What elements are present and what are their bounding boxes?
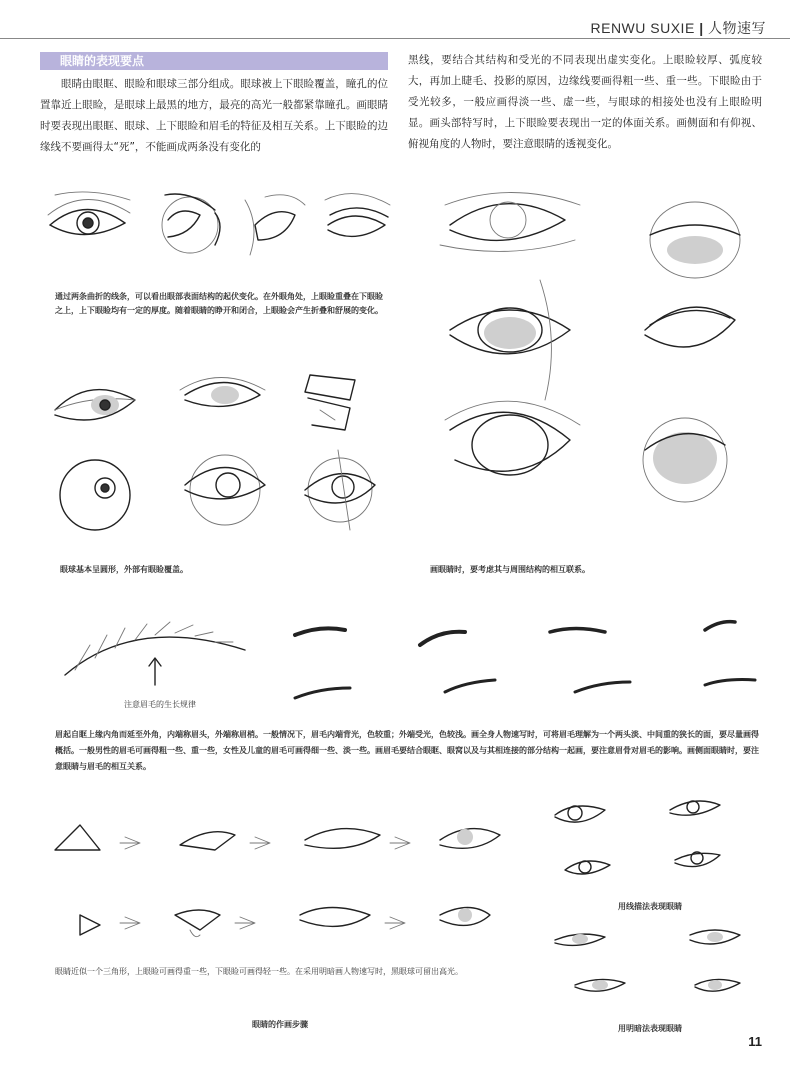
eyeball-sketches	[50, 370, 390, 540]
shaded-eye-2	[180, 378, 265, 407]
caption-eyelid: 通过两条曲折的线条，可以看出眼部表面结构的起伏变化。在外眼角处，上眼睑重叠在下眼睑之上，上下眼睑均有一定的厚度。随着眼睛的睁开和闭合，上眼睑会产生折叠和舒展的变化。	[55, 292, 383, 315]
shaded-eye-1	[55, 390, 135, 420]
header-separator: |	[699, 20, 704, 36]
socket-sphere-lower	[643, 418, 727, 502]
page-number: 11	[748, 1034, 762, 1049]
brow-samples	[295, 622, 755, 698]
closed-eye-upper	[650, 202, 740, 278]
eyebrow-sketches	[55, 600, 765, 710]
eyelid-sketches	[40, 185, 400, 265]
front-eye-sketch	[48, 192, 130, 235]
drawing-steps	[50, 815, 530, 965]
header-rule	[0, 38, 790, 39]
eyeball-with-lid	[185, 455, 265, 525]
shade-method-sketches	[545, 925, 765, 1015]
step-row-2	[80, 908, 490, 937]
book-title-cn: 人物速写	[708, 20, 766, 36]
growth-arrow	[149, 658, 161, 685]
eyeball-construct	[305, 450, 375, 530]
socket-eye-lower	[445, 401, 580, 475]
open-eye-middle	[450, 280, 570, 400]
line-method-sketches	[545, 795, 765, 895]
eyeball-side-sketch	[162, 194, 220, 253]
step-row-1	[55, 825, 500, 850]
caption-steps: 眼睛的作画步骤	[252, 1020, 308, 1029]
caption-surround: 画眼睛时，要考虑其与周围结构的相互联系。	[430, 565, 590, 574]
caption-eyeball: 眼球基本呈圆形，外部有眼睑覆盖。	[60, 565, 188, 574]
closed-eye-middle	[645, 307, 735, 347]
book-title: RENWU SUXIE	[590, 20, 695, 36]
eyelid-block-sketch	[305, 375, 355, 430]
three-quarter-eye-sketch	[325, 194, 390, 237]
eyeball-circle	[60, 460, 130, 530]
caption-line-method: 用线描法表现眼睛	[618, 902, 682, 911]
surround-sketches	[430, 190, 760, 520]
section-title: 眼睛的表现要点	[40, 52, 388, 70]
running-header	[591, 18, 767, 38]
caption-triangle: 眼睛近似一个三角形，上眼睑可画得重一些，下眼睑可画得轻一些。在采用明暗画人物速写时，黑眼球可留出高光。	[55, 967, 463, 976]
profile-eye-sketch	[245, 195, 305, 255]
caption-brow-growth: 注意眉毛的生长规律	[124, 700, 196, 709]
caption-shade-method: 用明暗法表现眼睛	[618, 1024, 682, 1033]
intro-left: 眼睛由眼眶、眼睑和眼球三部分组成。眼球被上下眼睑覆盖，瞳孔的位置靠近上眼睑，是眼球上最黑的地方，最亮的高光一般都紧靠瞳孔。画眼睛时要表现出眼眶、眼球、上下眼睑和眉毛的特征及相互关系。上下眼睑的边缘线不要画得太“死”，不能画成两条没有变化的	[40, 78, 388, 153]
open-eye-upper	[440, 193, 580, 252]
caption-brow-text: 眉起自眶上缘内角而延至外角，内端称眉头，外端称眉梢。一般情况下，眉毛内端背光，色较重；外端受光，色较浅。画全身人物速写时，可将眉毛理解为一个两头淡、中间重的狭长的面，要尽量画得概括。一般男性的眉毛可画得粗一些、重一些，女性及儿童的眉毛可画得细一些、淡一些。画眉毛要结合眼眶、眼窝以及与其相连接的部分结构一起画，要注意眉骨对眉毛的影响。画侧面眼睛时，要注意眼睛与眉毛的相互关系。	[55, 730, 759, 771]
intro-right: 黑线，要结合其结构和受光的不同表现出虚实变化。上眼睑较厚、弧度较大，再加上睫毛、投影的原因，边缘线要画得粗一些、重一些。下眼睑由于受光较多，一般应画得淡一些、虚一些，与眼球的相接处也没有上眼睑明显。画头部特写时，上下眼睑要表现出一定的体面关系。画侧面和有仰视、俯视角度的人物时，要注意眼睛的透视变化。	[408, 54, 762, 150]
